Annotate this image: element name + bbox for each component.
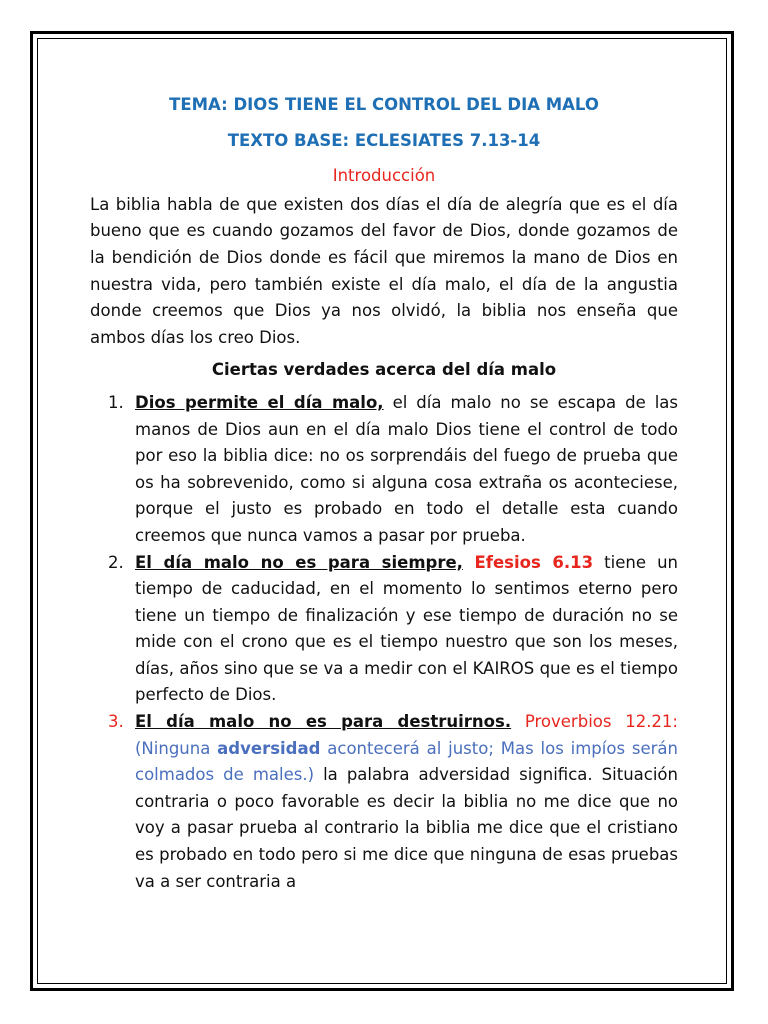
list-item bbox=[90, 709, 678, 895]
item-reference: Efesios 6.13 bbox=[462, 552, 594, 572]
item-number: 1. bbox=[108, 392, 124, 412]
item-heading: El día malo no es para siempre, bbox=[135, 552, 463, 572]
document-title: TEMA: DIOS TIENE EL CONTROL DEL DIA MALO bbox=[169, 95, 599, 114]
intro-heading: Introducción bbox=[332, 166, 436, 186]
item-quote-start: (Ninguna bbox=[135, 738, 218, 758]
item-reference: Proverbios 12.21: bbox=[511, 712, 678, 732]
item-heading: El día malo no es para destruirnos. bbox=[135, 712, 512, 732]
item-text: la palabra adversidad significa. Situación contraria o poco favorable es decir la biblia no me dice que no voy a pasar prueba al contrario la biblia me dice que el cristiano es probado en todo pero si me dice que ninguna de esas pruebas va a ser contraria a bbox=[135, 765, 678, 891]
truths-list bbox=[90, 390, 678, 895]
item-text: el día malo no se escapa de las manos de Dios aun en el día malo Dios tiene el control de todo por eso la biblia dice: no os sorprendáis del fuego de prueba que os ha sobrevenido, como si alguna cosa extraña os aconteciese, porque el justo es probado en todo el detalle esta cuando creemos que nunca vamos a pasar por prueba. bbox=[135, 392, 678, 545]
item-quote-keyword: adversidad bbox=[217, 738, 321, 758]
intro-paragraph: La biblia habla de que existen dos días el día de alegría que es el día bueno que es cuando gozamos del favor de Dios, donde gozamos de la bendición de Dios donde es fácil que miremos la mano de Dios en nuestra vida, pero también existe el día malo, el día de la angustia donde creemos que Dios ya nos olvidó, la biblia nos enseña que ambos días los creo Dios. bbox=[90, 194, 678, 347]
item-number: 2. bbox=[108, 552, 124, 572]
section-heading: Ciertas verdades acerca del día malo bbox=[211, 360, 557, 380]
item-number: 3. bbox=[108, 712, 124, 732]
item-text: tiene un tiempo de caducidad, en el momento lo sentimos eterno pero tiene un tiempo de finalización y ese tiempo de duración no se mide con el crono que es el tiempo nuestro que son los meses, días, años sino que se va a medir con el KAIROS que es el tiempo perfecto de Dios. bbox=[135, 552, 678, 705]
list-item bbox=[90, 550, 678, 710]
list-item bbox=[90, 390, 678, 550]
item-quote-end: acontecerá al justo; Mas los impíos serán colmados de males.) bbox=[135, 738, 678, 785]
item-heading: Dios permite el día malo, bbox=[135, 392, 384, 412]
document-body bbox=[90, 92, 678, 895]
base-text: TEXTO BASE: ECLESIATES 7.13-14 bbox=[227, 130, 541, 150]
